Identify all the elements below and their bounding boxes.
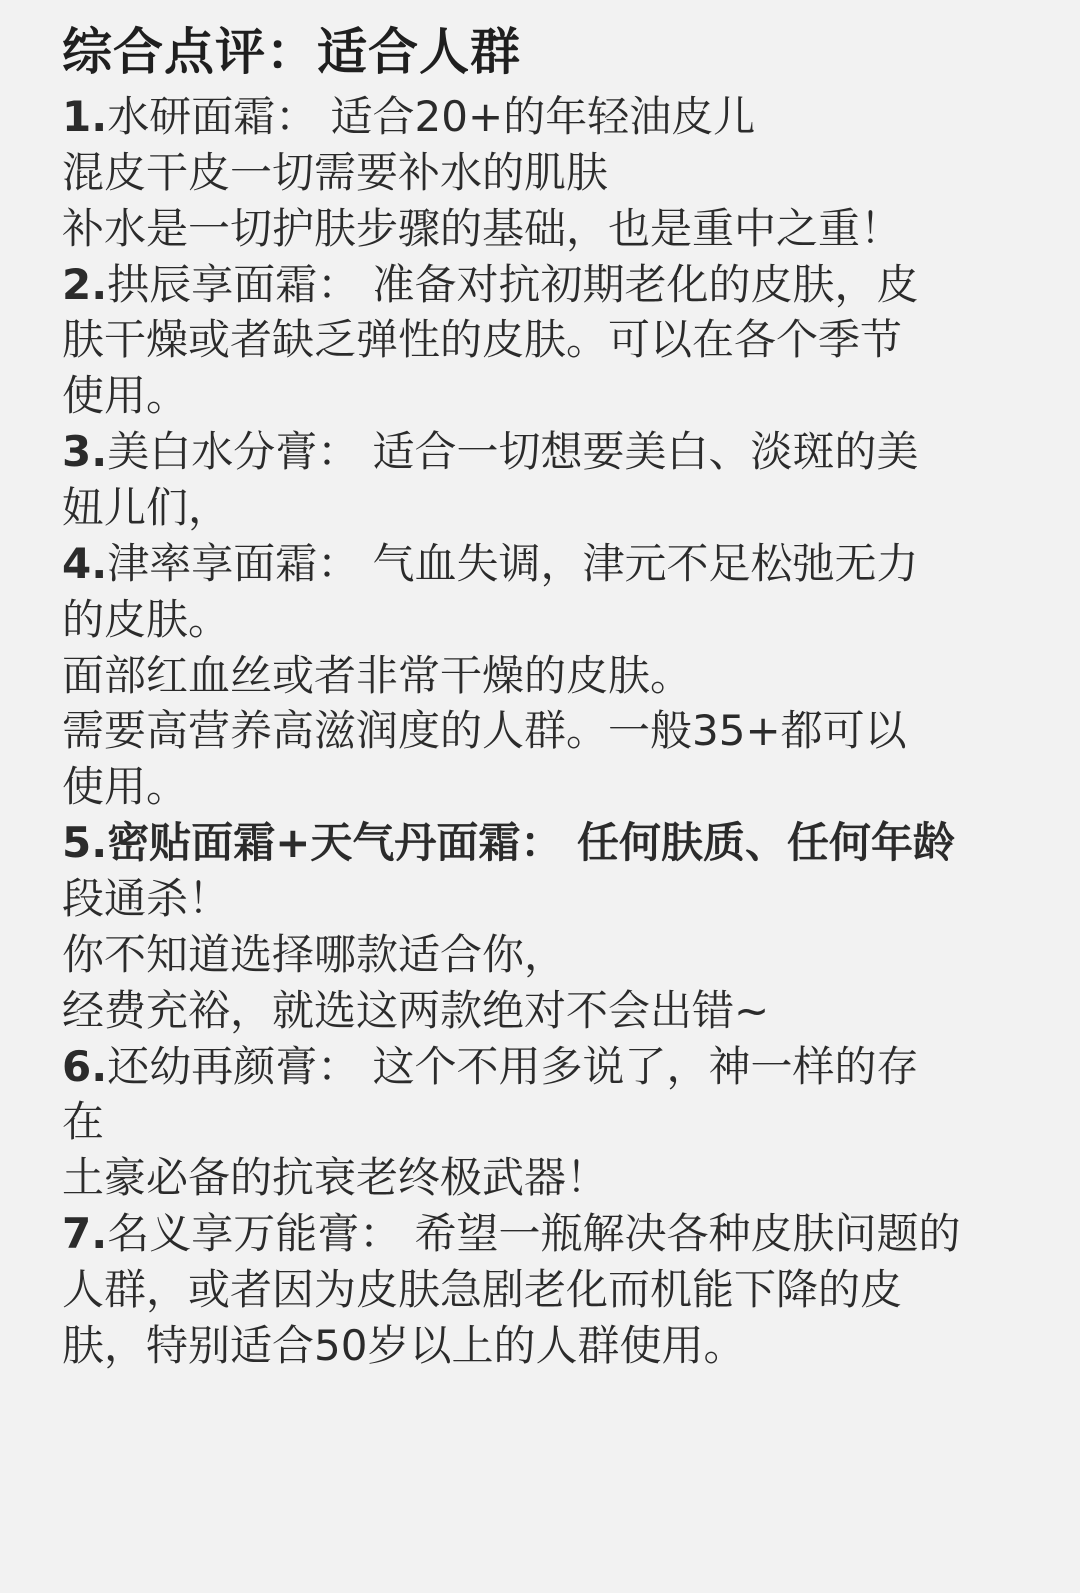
list-number: 3. (62, 427, 108, 477)
line-text: 段通杀！ (62, 874, 231, 924)
line-text: 这个不用多说了，神一样的存 (359, 1041, 919, 1091)
document-line (62, 927, 1020, 983)
line-text: 希望一瓶解决各种皮肤问题的 (401, 1209, 961, 1259)
document-line (62, 89, 1020, 145)
document-line (62, 592, 1020, 648)
line-text: 任何肤质、任何年龄 (562, 818, 956, 868)
line-text: 在 (62, 1097, 105, 1147)
list-number: 6. (62, 1041, 108, 1091)
product-name: 还幼再颜膏： (107, 1041, 360, 1091)
document-line (62, 368, 1020, 424)
list-number: 5. (62, 818, 108, 868)
product-name: 津率享面霜： (107, 538, 360, 588)
product-name: 美白水分膏： (107, 427, 360, 477)
page-title: 综合点评：适合人群 (62, 23, 521, 81)
line-text: 使用。 (62, 762, 189, 812)
document-line (62, 1206, 1020, 1262)
line-text: 经费充裕，就选这两款绝对不会出错~ (62, 985, 770, 1035)
line-text: 土豪必备的抗衰老终极武器！ (62, 1153, 609, 1203)
list-number: 7. (62, 1209, 108, 1259)
document-line (62, 1150, 1020, 1206)
line-text: 混皮干皮一切需要补水的肌肤 (62, 147, 609, 197)
list-number: 4. (62, 538, 108, 588)
document-line (62, 815, 1020, 871)
document-line (62, 257, 1020, 313)
line-text: 的皮肤。 (62, 594, 231, 644)
document-line (62, 648, 1020, 704)
document-line (62, 1262, 1020, 1318)
line-text: 适合20+的年轻油皮儿 (317, 92, 756, 141)
document-line (62, 703, 1020, 759)
document-line (62, 312, 1020, 368)
line-text: 你不知道选择哪款适合你， (62, 929, 567, 979)
line-text: 肤，特别适合50岁以上的人群使用。 (62, 1320, 746, 1370)
list-number: 1. (62, 92, 108, 141)
line-text: 适合一切想要美白、淡斑的美 (359, 427, 919, 477)
document-line (62, 145, 1020, 201)
line-text: 妞儿们， (62, 483, 231, 533)
line-text: 使用。 (62, 371, 189, 421)
line-text: 人群，或者因为皮肤急剧老化而机能下降的皮 (62, 1265, 903, 1315)
document-line (62, 759, 1020, 815)
document-line (62, 1039, 1020, 1095)
list-number: 2. (62, 259, 108, 309)
product-name: 名义享万能膏： (107, 1209, 402, 1259)
document-line (62, 480, 1020, 536)
document-line (62, 1318, 1020, 1374)
document-line (62, 1094, 1020, 1150)
line-text: 肤干燥或者缺乏弹性的皮肤。可以在各个季节 (62, 315, 903, 365)
document-line (62, 424, 1020, 480)
document-line (62, 201, 1020, 257)
document-line (62, 983, 1020, 1039)
document-line (62, 871, 1020, 927)
product-name: 密贴面霜+天气丹面霜： (107, 818, 563, 868)
line-text: 气血失调，津元不足松弛无力 (359, 538, 919, 588)
product-name: 拱辰享面霜： (107, 259, 360, 309)
document-line (62, 536, 1020, 592)
document-body (62, 89, 1020, 1374)
line-text: 面部红血丝或者非常干燥的皮肤。 (62, 650, 693, 700)
line-text: 准备对抗初期老化的皮肤，皮 (359, 259, 919, 309)
line-text: 需要高营养高滋润度的人群。一般35+都可以 (62, 706, 907, 756)
product-name: 水研面霜： (107, 92, 318, 141)
line-text: 补水是一切护肤步骤的基础，也是重中之重！ (62, 203, 903, 253)
